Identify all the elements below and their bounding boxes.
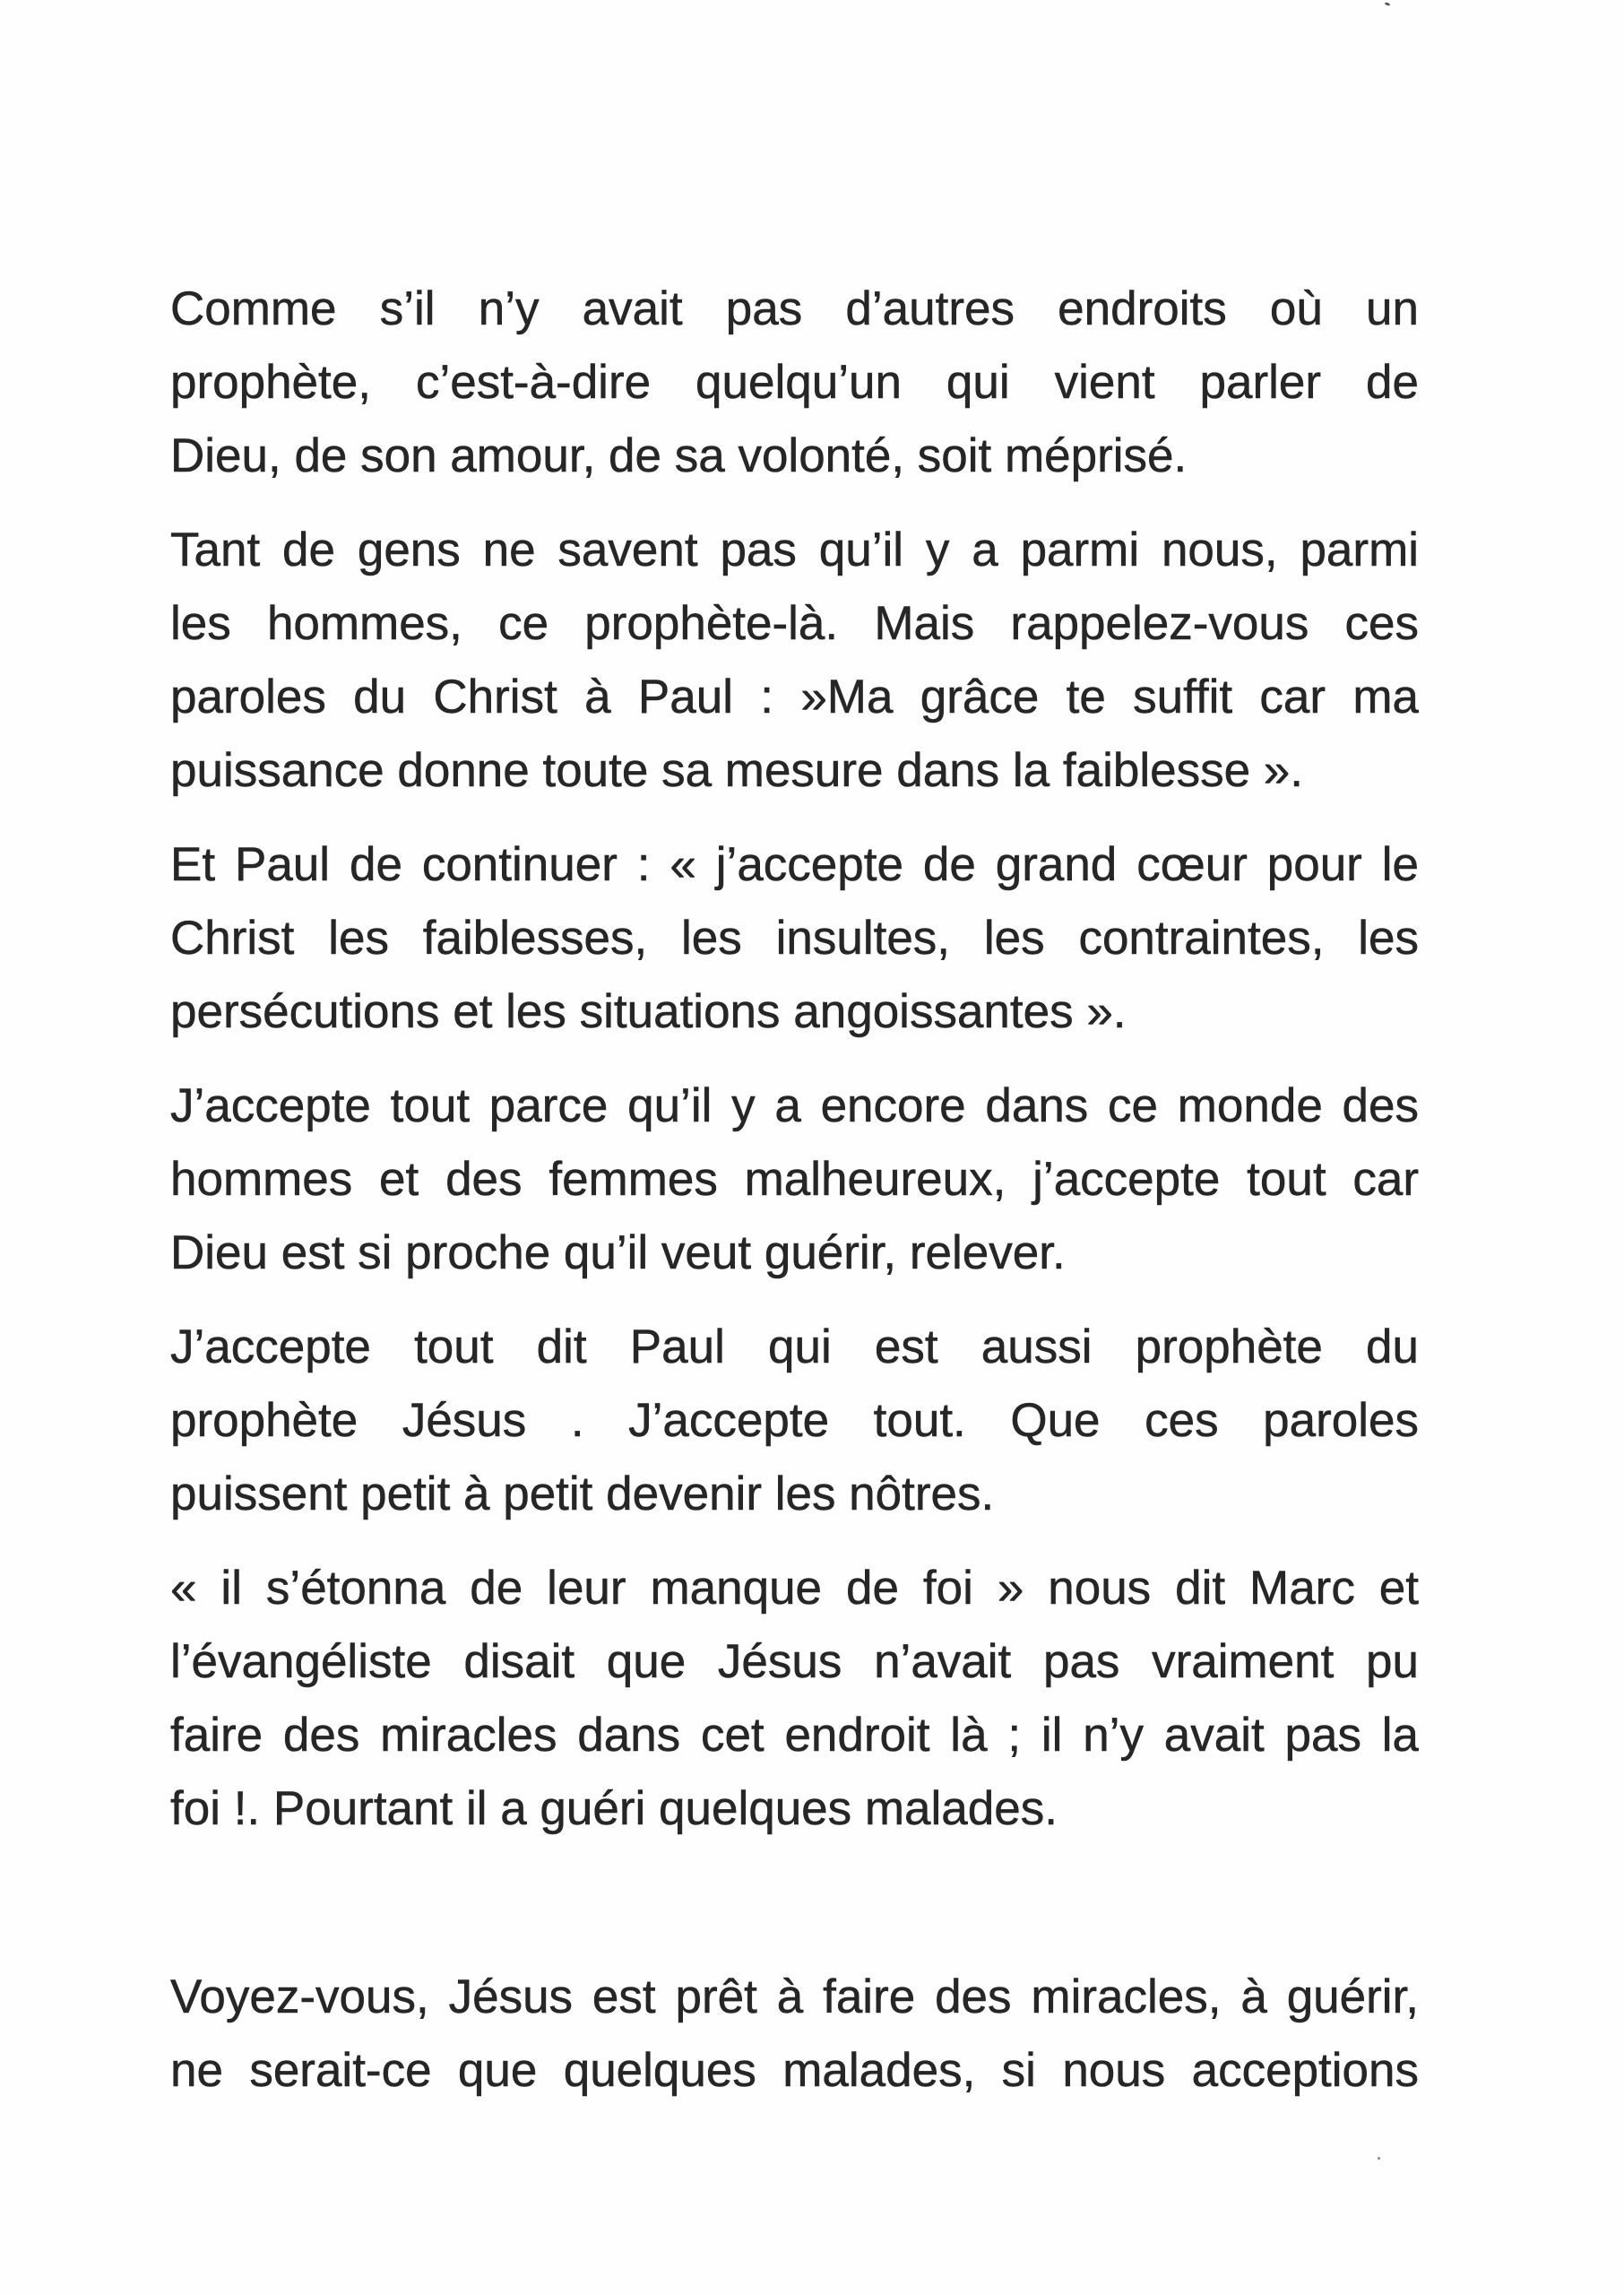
paragraph-3 (170, 828, 1419, 1049)
text-line: paroles du Christ à Paul : »Ma grâce te suffit car ma (170, 671, 1419, 723)
text-line: « il s’étonna de leur manque de foi » nous dit Marc et (170, 1562, 1419, 1615)
text-line: puissent petit à petit devenir les nôtres. (170, 1468, 995, 1520)
text-line: hommes et des femmes malheureux, j’accepte tout car (170, 1153, 1419, 1206)
text-line: ne serait-ce que quelques malades, si nous acceptions (170, 2044, 1419, 2097)
text-line: Tant de gens ne savent pas qu’il y a parmi nous, parmi (170, 524, 1419, 576)
text-line: Et Paul de continuer : « j’accepte de grand cœur pour le (170, 838, 1419, 891)
text-line: Dieu, de son amour, de sa volonté, soit méprisé. (170, 429, 1188, 482)
text-line: prophète, c’est-à-dire quelqu’un qui vient parler de (170, 356, 1419, 409)
text-line: J’accepte tout parce qu’il y a encore dans ce monde des (170, 1079, 1419, 1132)
paragraph-2 (170, 514, 1419, 808)
text-line: J’accepte tout dit Paul qui est aussi prophète du (170, 1321, 1419, 1373)
text-line: Comme s’il n’y avait pas d’autres endroits où un (170, 282, 1419, 335)
text-line: persécutions et les situations angoissantes ». (170, 985, 1127, 1038)
scan-speck (1385, 2, 1391, 6)
paragraph-5 (170, 1311, 1419, 1531)
paragraph-6 (170, 1552, 1419, 1846)
text-line: Voyez-vous, Jésus est prêt à faire des miracles, à guérir, (170, 1970, 1419, 2023)
document-body (170, 273, 1419, 2128)
paragraph-7 (170, 1961, 1419, 2108)
text-line: les hommes, ce prophète-là. Mais rappelez-vous ces (170, 597, 1419, 650)
text-line: prophète Jésus . J’accepte tout. Que ces paroles (170, 1394, 1419, 1447)
text-line: Christ les faiblesses, les insultes, les contraintes, les (170, 912, 1419, 965)
scan-speck (1378, 2157, 1380, 2160)
text-line: faire des miracles dans cet endroit là ; il n’y avait pas la (170, 1709, 1419, 1762)
empty-paragraph (170, 1866, 1419, 1940)
paragraph-4 (170, 1070, 1419, 1290)
text-line: l’évangéliste disait que Jésus n’avait pas vraiment pu (170, 1635, 1419, 1688)
text-line: puissance donne toute sa mesure dans la faiblesse ». (170, 744, 1303, 797)
text-line: Dieu est si proche qu’il veut guérir, relever. (170, 1226, 1066, 1279)
paragraph-1 (170, 273, 1419, 493)
text-line: foi !. Pourtant il a guéri quelques malades. (170, 1782, 1058, 1835)
